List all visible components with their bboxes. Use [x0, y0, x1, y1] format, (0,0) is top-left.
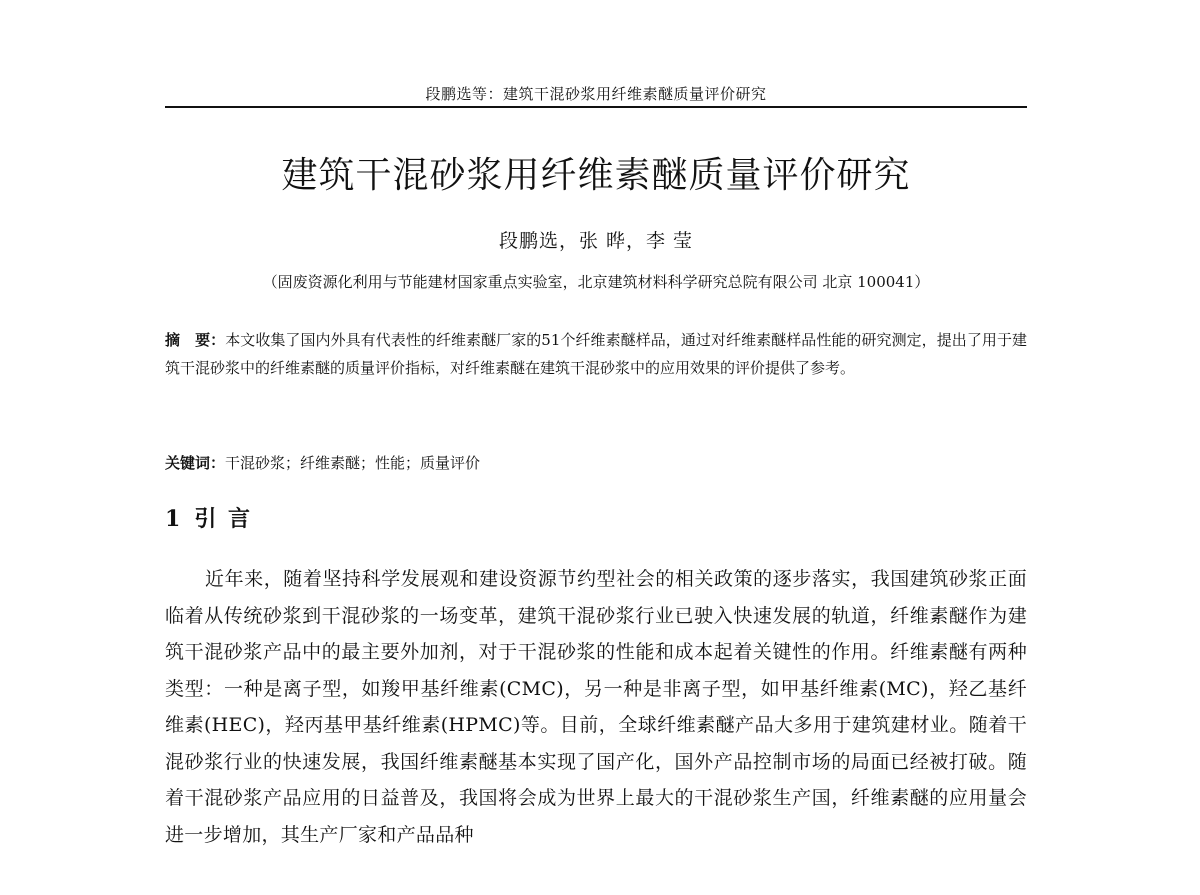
abstract [165, 326, 1027, 382]
author-list: 段鹏选，张 晔，李 莹 [498, 230, 694, 252]
keywords-text: 干混砂浆；纤维素醚；性能；质量评价 [225, 454, 481, 472]
abstract-label: 摘 要： [165, 331, 226, 349]
affiliation: （固废资源化利用与节能建材国家重点实验室，北京建筑材料科学研究总院有限公司 北京 100041） [262, 273, 930, 291]
section-heading [165, 504, 252, 534]
running-header: 段鹏选等：建筑干混砂浆用纤维素醚质量评价研究 [425, 85, 767, 103]
abstract-text: 本文收集了国内外具有代表性的纤维素醚厂家的51个纤维素醚样品，通过对纤维素醚样品性能的研究测定，提出了用于建筑干混砂浆中的纤维素醚的质量评价指标，对纤维素醚在建筑干混砂浆中的应用效果的评价提供了参考。 [165, 331, 1027, 377]
header-rule [165, 106, 1027, 108]
section-number: 1 [165, 506, 183, 532]
keywords [165, 451, 1027, 475]
section-title: 引 言 [194, 506, 252, 532]
paper-title: 建筑干混砂浆用纤维素醚质量评价研究 [281, 155, 911, 196]
keywords-label: 关键词： [165, 454, 226, 472]
body-paragraph: 近年来，随着坚持科学发展观和建设资源节约型社会的相关政策的逐步落实，我国建筑砂浆正面临着从传统砂浆到干混砂浆的一场变革，建筑干混砂浆行业已驶入快速发展的轨道，纤维素醚作为建筑干混砂浆产品中的最主要外加剂，对于干混砂浆的性能和成本起着关键性的作用。纤维素醚有两种类型：一种是离子型，如羧甲基纤维素(CMC)，另一种是非离子型，如甲基纤维素(MC)，羟乙基纤维素(HEC)，羟丙基甲基纤维素(HPMC)等。目前，全球纤维素醚产品大多用于建筑建材业。随着干混砂浆行业的快速发展，我国纤维素醚基本实现了国产化，国外产品控制市场的局面已经被打破。随着干混砂浆产品应用的日益普及，我国将会成为世界上最大的干混砂浆生产国，纤维素醚的应用量会进一步增加，其生产厂家和产品品种 [165, 568, 1027, 846]
